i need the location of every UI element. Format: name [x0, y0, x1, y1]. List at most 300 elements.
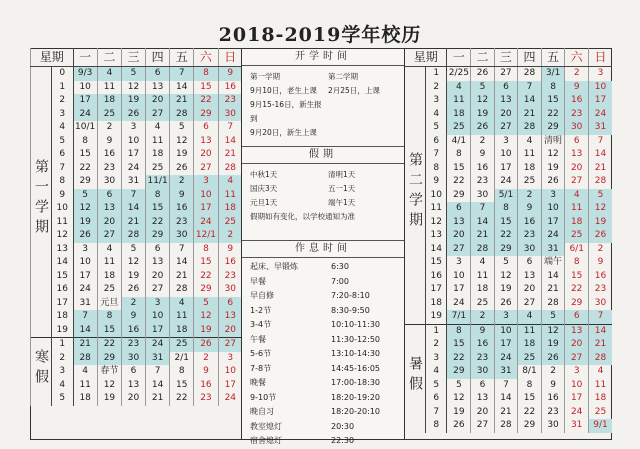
date-cell: 30	[541, 419, 565, 433]
week-row	[31, 379, 243, 393]
date-cell: 28	[170, 108, 194, 122]
week-row	[31, 175, 243, 189]
date-cell: 29	[565, 297, 589, 311]
schedule-time: 8:30-9:50	[331, 305, 370, 315]
week-row	[31, 121, 243, 135]
date-cell: 27	[565, 175, 589, 189]
week-number: 3	[52, 108, 74, 122]
date-cell: 29	[73, 175, 97, 189]
date-cell: 4	[565, 189, 589, 203]
date-cell: 6	[494, 81, 518, 95]
week-row	[405, 324, 613, 338]
date-cell: 27	[471, 419, 494, 433]
term-label-text: 第二学期	[407, 152, 423, 233]
date-cell: 17	[194, 202, 218, 216]
date-cell: 23	[541, 406, 565, 420]
date-cell: 14	[218, 135, 242, 149]
week-row	[405, 108, 613, 122]
schedule-time: 14:45-16:05	[331, 363, 380, 373]
date-cell: 21	[588, 338, 612, 352]
week-row	[405, 189, 613, 203]
week-row	[405, 94, 613, 108]
date-cell: 7/1	[447, 310, 471, 324]
date-cell: 29	[447, 189, 471, 203]
schedule-row	[242, 376, 404, 391]
week-row	[31, 81, 243, 95]
schedule-item: 晚餐	[250, 378, 266, 387]
date-cell: 5	[122, 243, 146, 257]
date-cell: 5	[73, 189, 97, 203]
date-cell: 8	[447, 324, 471, 338]
date-cell: 12	[73, 202, 97, 216]
date-cell: 16	[218, 256, 242, 270]
date-cell: 4	[97, 243, 121, 257]
date-cell: 3	[218, 352, 242, 366]
date-cell: 25	[588, 406, 612, 420]
date-cell: 8	[541, 81, 565, 95]
date-cell: 15	[73, 148, 97, 162]
week-row	[31, 270, 243, 284]
week-row	[405, 135, 613, 149]
schedule-time: 17:00-18:30	[331, 378, 380, 387]
date-cell: 13	[518, 270, 542, 284]
week-row	[31, 229, 243, 243]
date-cell: 7	[518, 81, 542, 95]
week-number: 17	[426, 283, 447, 297]
schedule-time: 13:10-14:30	[331, 349, 380, 358]
week-number: 13	[426, 229, 447, 243]
date-cell: 24	[218, 392, 242, 406]
date-cell: 30	[218, 283, 242, 297]
holiday-cell: 清明1天	[328, 170, 356, 179]
day-header-2: 二	[471, 48, 494, 67]
date-cell: 13	[218, 310, 242, 324]
week-number: 17	[52, 297, 74, 311]
date-cell: 3	[494, 310, 518, 324]
date-cell: 5	[588, 189, 612, 203]
date-cell: 7	[170, 67, 194, 81]
date-cell: 31	[494, 365, 518, 379]
week-number: 4	[52, 379, 74, 393]
open-cell: 9月15-16日，新生报到	[250, 100, 322, 123]
date-cell: 10	[194, 189, 218, 203]
date-cell: 29	[145, 229, 169, 243]
week-row	[405, 338, 613, 352]
week-row	[405, 310, 613, 324]
week-row	[31, 324, 243, 338]
date-cell: 10	[73, 256, 97, 270]
date-cell: 12	[122, 256, 146, 270]
week-row	[405, 202, 613, 216]
date-cell: 9	[218, 67, 242, 81]
date-cell: 2	[471, 135, 494, 149]
date-cell: 6	[471, 379, 494, 393]
date-cell: 8	[194, 243, 218, 257]
open-cell: 第二学期	[328, 72, 358, 81]
holiday-cell: 元旦1天	[250, 198, 278, 207]
date-cell: 30	[218, 108, 242, 122]
date-cell: 27	[218, 338, 242, 352]
date-cell: 11	[518, 324, 542, 338]
date-cell: 24	[565, 406, 589, 420]
date-cell: 31	[565, 419, 589, 433]
date-cell: 14	[588, 324, 612, 338]
date-cell: 9	[97, 135, 121, 149]
date-cell: 28	[588, 175, 612, 189]
date-cell: 6	[565, 135, 589, 149]
date-cell: 20	[565, 162, 589, 176]
date-cell: 28	[73, 352, 97, 366]
week-row	[31, 297, 243, 311]
date-cell: 7	[170, 243, 194, 257]
week-row	[31, 392, 243, 406]
date-cell: 17	[122, 148, 146, 162]
week-row	[405, 148, 613, 162]
date-cell: 11	[565, 202, 589, 216]
date-cell: 7	[588, 310, 612, 324]
holiday-note-text: 假期如有变化，以学校通知为准	[250, 212, 355, 221]
date-cell: 4	[518, 135, 542, 149]
holiday-row	[242, 168, 404, 182]
date-cell: 20	[218, 324, 242, 338]
date-cell: 9	[588, 256, 612, 270]
week-number: 18	[52, 310, 74, 324]
header-row	[405, 48, 613, 67]
schedule-item: 晚自习	[250, 407, 274, 416]
week-row	[405, 365, 613, 379]
date-cell: 15	[565, 270, 589, 284]
schedule-row	[242, 260, 404, 275]
week-number: 19	[52, 324, 74, 338]
date-cell: 18	[565, 216, 589, 230]
date-cell: 30	[565, 121, 589, 135]
date-cell: 5	[494, 256, 518, 270]
date-cell: 14	[518, 94, 542, 108]
date-cell: 31	[541, 243, 565, 257]
date-cell: 17	[73, 270, 97, 284]
week-number: 14	[426, 243, 447, 257]
date-cell: 16	[218, 81, 242, 95]
date-cell: 10	[73, 81, 97, 95]
date-cell: 18	[145, 148, 169, 162]
date-cell: 25	[145, 162, 169, 176]
date-cell: 15	[97, 324, 121, 338]
date-cell: 7	[494, 379, 518, 393]
date-cell: 2/1	[170, 352, 194, 366]
date-cell: 20	[145, 94, 169, 108]
date-cell: 6	[218, 297, 242, 311]
date-cell: 26	[73, 229, 97, 243]
week-row	[31, 108, 243, 122]
date-cell: 6	[194, 121, 218, 135]
date-cell: 24	[494, 175, 518, 189]
term-label	[31, 67, 52, 338]
date-cell: 6	[447, 202, 471, 216]
week-row	[405, 352, 613, 366]
date-cell: 19	[541, 338, 565, 352]
date-cell: 21	[588, 162, 612, 176]
schedule-time: 22:30	[331, 436, 355, 445]
date-cell: 22	[97, 338, 121, 352]
date-cell: 10/1	[73, 121, 97, 135]
date-cell: 10	[588, 81, 612, 95]
date-cell: 11	[588, 379, 612, 393]
date-cell: 10	[122, 135, 146, 149]
week-row	[405, 229, 613, 243]
date-cell: 18	[471, 283, 494, 297]
date-cell: 21	[145, 392, 169, 406]
date-cell: 19	[122, 270, 146, 284]
date-cell: 24	[122, 162, 146, 176]
schedule-row	[242, 362, 404, 377]
date-cell: 15	[145, 202, 169, 216]
week-number: 8	[426, 162, 447, 176]
day-header-3: 三	[122, 48, 146, 67]
date-cell: 8	[170, 365, 194, 379]
week-row	[405, 121, 613, 135]
date-cell: 28	[471, 243, 494, 257]
holiday-cell: 国庆3天	[250, 184, 278, 193]
date-cell: 3	[565, 365, 589, 379]
date-cell: 31	[588, 121, 612, 135]
date-cell: 2	[97, 121, 121, 135]
date-cell: 12	[541, 324, 565, 338]
date-cell: 17	[588, 94, 612, 108]
week-number: 13	[52, 243, 74, 257]
week-number: 7	[426, 148, 447, 162]
week-row	[405, 243, 613, 257]
date-cell: 16	[471, 162, 494, 176]
week-row	[31, 135, 243, 149]
date-cell: 5	[194, 297, 218, 311]
date-cell: 13	[122, 379, 146, 393]
date-cell: 2	[541, 365, 565, 379]
date-cell: 2	[588, 243, 612, 257]
day-header-7: 日	[218, 48, 242, 67]
date-cell: 17	[447, 283, 471, 297]
date-cell: 26	[494, 297, 518, 311]
date-cell: 12	[471, 94, 494, 108]
term-label	[31, 338, 52, 406]
date-cell: 3	[122, 121, 146, 135]
holiday-rows	[242, 164, 404, 210]
date-cell: 13	[471, 392, 494, 406]
date-cell: 18	[518, 338, 542, 352]
schedule-item: 宿舍熄灯	[250, 436, 282, 445]
holiday-cell: 端午1天	[328, 198, 356, 207]
date-cell: 8	[447, 148, 471, 162]
date-cell: 2	[471, 310, 494, 324]
holiday-row	[242, 182, 404, 196]
open-row	[242, 70, 404, 84]
date-cell: 13	[447, 216, 471, 230]
date-cell: 4	[170, 297, 194, 311]
info-panel	[241, 48, 405, 445]
week-number: 16	[52, 283, 74, 297]
week-header: 星期	[31, 48, 74, 67]
date-cell: 26	[194, 338, 218, 352]
date-cell: 12	[494, 270, 518, 284]
schedule-row	[242, 420, 404, 435]
week-number: 9	[52, 189, 74, 203]
date-cell: 13	[145, 81, 169, 95]
week-number: 11	[426, 202, 447, 216]
date-cell: 6	[145, 243, 169, 257]
date-cell: 21	[494, 406, 518, 420]
date-cell: 29	[194, 283, 218, 297]
date-cell: 14	[170, 256, 194, 270]
day-header-4: 四	[518, 48, 542, 67]
date-cell: 22	[145, 216, 169, 230]
date-cell: 6	[97, 189, 121, 203]
open-title: 开学时间	[242, 49, 404, 66]
date-cell: 29	[194, 108, 218, 122]
week-number: 10	[52, 202, 74, 216]
holiday-cell: 中秋1天	[250, 170, 278, 179]
date-cell: 13	[494, 94, 518, 108]
date-cell: 23	[471, 352, 494, 366]
date-cell: 25	[218, 216, 242, 230]
week-number: 12	[426, 216, 447, 230]
day-header-7: 日	[588, 48, 612, 67]
day-header-1: 一	[447, 48, 471, 67]
date-cell: 元旦	[97, 297, 121, 311]
date-cell: 12	[122, 81, 146, 95]
date-cell: 7	[145, 365, 169, 379]
date-cell: 21	[541, 283, 565, 297]
date-cell: 5	[122, 67, 146, 81]
week-row	[405, 175, 613, 189]
date-cell: 27	[97, 229, 121, 243]
date-cell: 16	[588, 270, 612, 284]
date-cell: 2/25	[447, 67, 471, 81]
date-cell: 16	[97, 148, 121, 162]
holiday-note	[242, 210, 404, 240]
date-cell: 7	[122, 189, 146, 203]
date-cell: 21	[170, 94, 194, 108]
date-cell: 18	[218, 202, 242, 216]
date-cell: 24	[73, 108, 97, 122]
date-cell: 2	[122, 297, 146, 311]
schedule-time: 20:30	[331, 421, 355, 431]
week-number: 14	[52, 256, 74, 270]
day-header-3: 三	[494, 48, 518, 67]
date-cell: 14	[471, 216, 494, 230]
schedule-row	[242, 333, 404, 348]
date-cell: 11	[145, 135, 169, 149]
header-row	[31, 48, 243, 67]
date-cell: 21	[122, 216, 146, 230]
date-cell: 11	[471, 270, 494, 284]
date-cell: 8	[494, 202, 518, 216]
date-cell: 16	[518, 216, 542, 230]
schedule-item: 早餐	[250, 276, 266, 286]
date-cell: 5/1	[494, 189, 518, 203]
date-cell: 10	[541, 202, 565, 216]
date-cell: 5	[447, 379, 471, 393]
date-cell: 27	[565, 352, 589, 366]
open-row	[242, 126, 404, 140]
date-cell: 26	[541, 175, 565, 189]
date-cell: 24	[494, 352, 518, 366]
date-cell: 10	[494, 148, 518, 162]
week-row	[405, 406, 613, 420]
date-cell: 9/3	[73, 67, 97, 81]
date-cell: 14	[122, 202, 146, 216]
date-cell: 2	[218, 229, 242, 243]
date-cell: 12	[97, 379, 121, 393]
day-header-2: 二	[97, 48, 121, 67]
date-cell: 15	[170, 379, 194, 393]
date-cell: 30	[588, 297, 612, 311]
date-cell: 3	[541, 189, 565, 203]
date-cell: 30	[170, 229, 194, 243]
week-number: 2	[52, 352, 74, 366]
week-row	[31, 94, 243, 108]
schedule-row	[242, 434, 404, 449]
week-row	[31, 256, 243, 270]
schedule-time: 7:20-8:10	[331, 291, 370, 300]
date-cell: 28	[518, 67, 542, 81]
date-cell: 14	[145, 379, 169, 393]
date-cell: 12	[541, 148, 565, 162]
date-cell: 29	[541, 121, 565, 135]
date-cell: 29	[494, 243, 518, 257]
week-row	[31, 162, 243, 176]
date-cell: 25	[518, 175, 542, 189]
week-number: 2	[52, 94, 74, 108]
holiday-title: 假期	[242, 146, 404, 164]
date-cell: 30	[471, 189, 494, 203]
date-cell: 22	[170, 392, 194, 406]
date-cell: 25	[170, 338, 194, 352]
date-cell: 26	[122, 283, 146, 297]
date-cell: 10	[145, 310, 169, 324]
week-row	[31, 189, 243, 203]
date-cell: 20	[494, 108, 518, 122]
date-cell: 10	[447, 270, 471, 284]
open-row	[242, 84, 404, 98]
term-label	[405, 67, 426, 325]
schedule-row	[242, 318, 404, 333]
week-number: 4	[52, 121, 74, 135]
second-term-calendar	[404, 48, 612, 433]
day-header-1: 一	[73, 48, 97, 67]
date-cell: 30	[518, 243, 542, 257]
week-number: 16	[426, 270, 447, 284]
date-cell: 2	[170, 175, 194, 189]
date-cell: 28	[541, 297, 565, 311]
date-cell: 23	[97, 162, 121, 176]
schedule-item: 起床、早锻炼	[250, 262, 298, 271]
date-cell: 21	[170, 270, 194, 284]
date-cell: 4	[518, 310, 542, 324]
date-cell: 15	[447, 338, 471, 352]
date-cell: 23	[122, 338, 146, 352]
date-cell: 9	[471, 148, 494, 162]
date-cell: 11	[218, 189, 242, 203]
date-cell: 16	[194, 379, 218, 393]
date-cell: 25	[97, 108, 121, 122]
date-cell: 26	[471, 121, 494, 135]
date-cell: 23	[518, 229, 542, 243]
date-cell: 3	[588, 67, 612, 81]
date-cell: 9	[518, 202, 542, 216]
week-number: 2	[426, 338, 447, 352]
schedule-item: 早自修	[250, 291, 274, 300]
week-row	[405, 216, 613, 230]
day-header-5: 五	[541, 48, 565, 67]
